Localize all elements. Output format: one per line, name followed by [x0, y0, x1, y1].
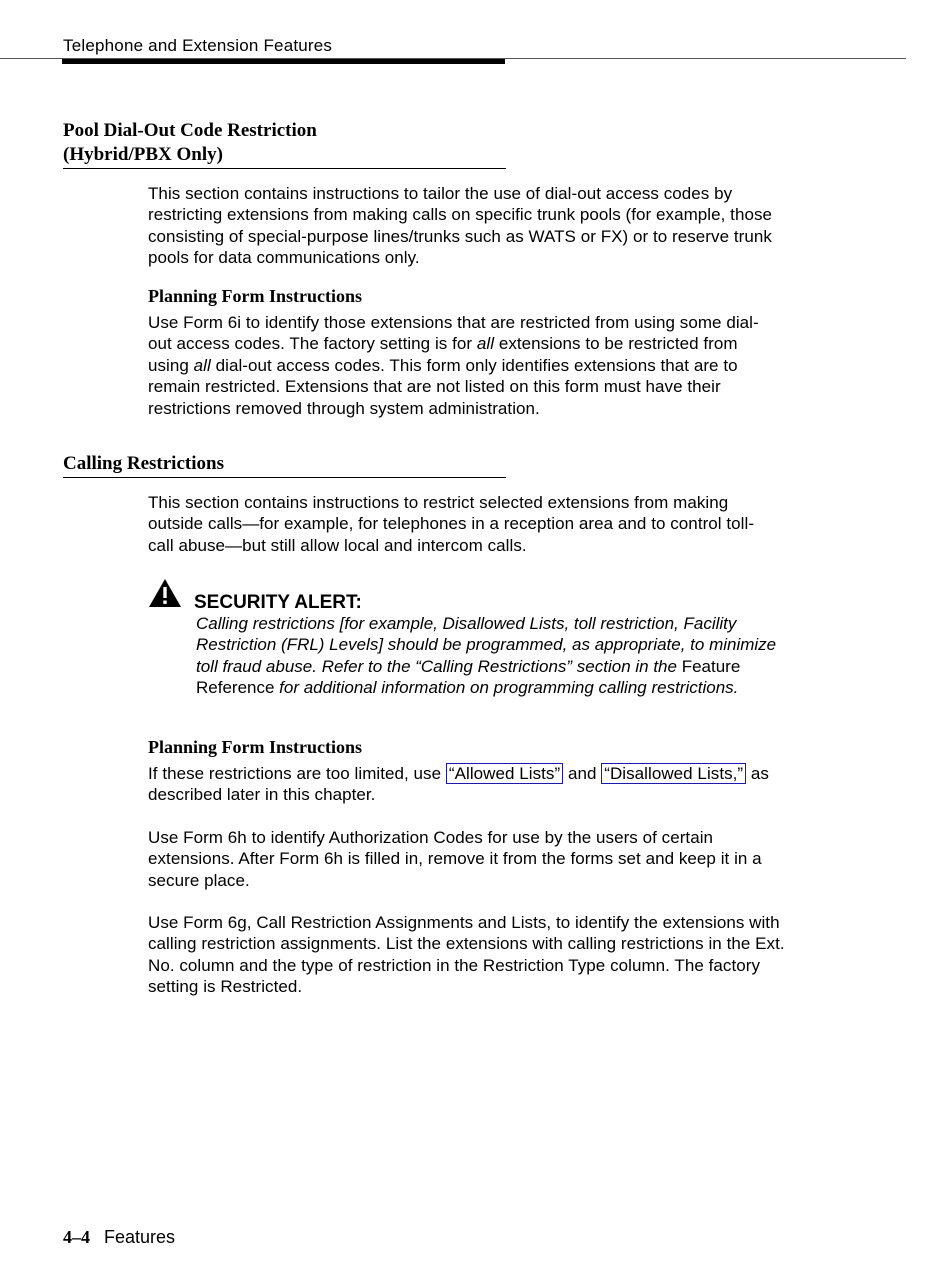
call-restriction-assignments-paragraph: Use Form 6g, Call Restriction Assignments and Lists, to identify the extensions with calling restriction assignments. List the extensions with calling restrictions in the Ext. No. column and the type of restriction in the Restriction Type column. The factory setting is Restricted.	[148, 913, 785, 997]
calling-restrictions-instructions	[148, 763, 788, 806]
text-run: If these restrictions are too limited, use	[148, 764, 446, 783]
planning-form-heading-2: Planning Form Instructions	[148, 737, 363, 757]
text-run: and	[563, 764, 602, 783]
text-run: Calling restrictions [for example, Disallowed Lists, toll restriction, Facility Restriction (FRL) Levels] should be programmed, as appropriate, to minimize toll fraud abuse. Refer to the “Calling Restrictions” section in the	[196, 614, 777, 676]
pool-dial-out-intro: This section contains instructions to tailor the use of dial-out access codes by restricting extensions from making calls on specific trunk pools (for example, those consisting of special-purpose lines/trunks such as WATS or FX) or to reserve trunk pools for data communications only.	[148, 184, 773, 268]
emphasis-all: all	[193, 355, 211, 375]
section-title-calling-restrictions: Calling Restrictions	[63, 452, 506, 478]
security-alert-heading: SECURITY ALERT:	[194, 592, 362, 613]
page-footer	[63, 1227, 175, 1248]
calling-restrictions-intro: This section contains instructions to restrict selected extensions from making outside calls—for example, for telephones in a reception area and to control toll-call abuse—but still allow local and intercom calls.	[148, 493, 755, 555]
header-bar	[62, 59, 505, 64]
pool-dial-out-instructions	[148, 312, 773, 419]
planning-form-heading-1: Planning Form Instructions	[148, 286, 363, 306]
page-number: 4–4	[63, 1227, 90, 1247]
disallowed-lists-link[interactable]: “Disallowed Lists,”	[601, 763, 746, 784]
section-title-pool-dial-out	[63, 119, 506, 169]
warning-icon	[148, 578, 182, 608]
running-header: Telephone and Extension Features	[63, 36, 333, 55]
text-run: extensions to be restricted from using	[148, 334, 738, 375]
text-run: dial-out access codes. This form only identifies extensions that are to remain restricted. Extensions that are not listed on this form must have their restrictions removed through system administration.	[148, 355, 738, 418]
text-run: as described later in this chapter.	[148, 764, 769, 805]
section-title-line1: Pool Dial-Out Code Restriction	[63, 120, 317, 141]
text-run: Use Form 6i to identify those extensions that are restricted from using some dial-out access codes. The factory setting is for	[148, 313, 759, 354]
feature-reference-title: Feature Reference	[196, 656, 741, 698]
emphasis-all: all	[476, 334, 495, 354]
security-alert-body	[196, 613, 796, 699]
authorization-codes-paragraph: Use Form 6h to identify Authorization Codes for use by the users of certain extensions. After Form 6h is filled in, remove it from the forms set and keep it in a secure place.	[148, 828, 762, 890]
footer-label: Features	[104, 1227, 176, 1247]
text-run: for additional information on programming calling restrictions.	[274, 678, 739, 698]
section-title-line2: (Hybrid/PBX Only)	[63, 144, 223, 165]
allowed-lists-link[interactable]: “Allowed Lists”	[446, 763, 563, 784]
